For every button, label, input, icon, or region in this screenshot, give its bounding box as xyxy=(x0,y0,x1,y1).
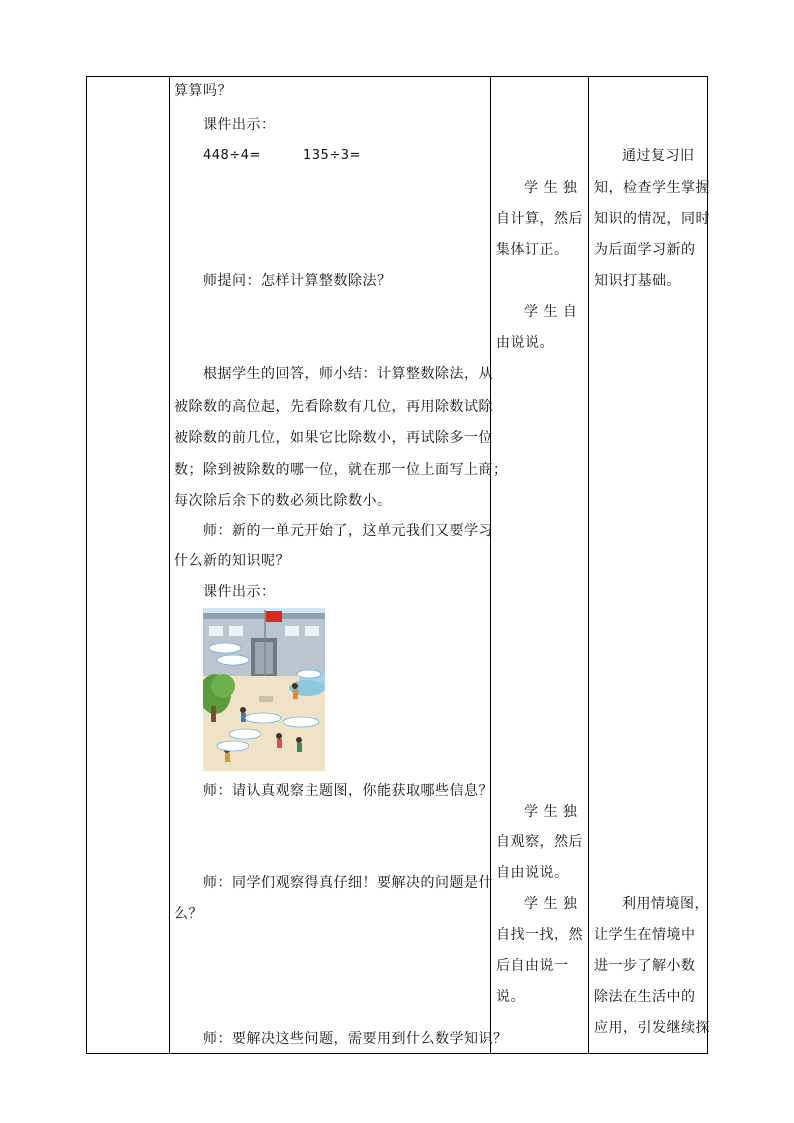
theme-illustration xyxy=(203,608,325,771)
student-activity-line: 学 生 独 xyxy=(524,896,578,912)
main-text: 师：新的一单元开始了，这单元我们又要学习 xyxy=(203,523,493,539)
column-divider-2 xyxy=(490,77,491,1053)
student-activity-line: 自观察，然后 xyxy=(496,834,583,850)
student-activity-line: 学 生 自 xyxy=(524,304,578,320)
student-activity-line: 学 生 独 xyxy=(524,180,578,196)
student-activity-line: 集体订正。 xyxy=(496,242,569,258)
design-intent-line: 进一步了解小数 xyxy=(594,958,696,974)
design-intent-line: 知，检查学生掌握 xyxy=(594,180,710,196)
main-text: 课件出示： xyxy=(203,117,276,133)
equation: 135÷3= xyxy=(303,148,361,163)
main-text: 算算吗？ xyxy=(174,83,232,99)
main-text: 师提问：怎样计算整数除法？ xyxy=(203,273,392,289)
design-intent-line: 为后面学习新的 xyxy=(594,242,696,258)
summary-line: 根据学生的回答，师小结：计算整数除法，从 xyxy=(203,366,493,382)
summary-line: 被除数的高位起，先看除数有几位，再用除数试除 xyxy=(174,399,493,415)
summary-line: 被除数的前几位，如果它比除数小，再试除多一位 xyxy=(174,430,493,446)
column-divider-3 xyxy=(588,77,589,1053)
column-divider-1 xyxy=(169,77,170,1053)
student-activity-line: 说。 xyxy=(496,989,525,1005)
student-activity-line: 自计算，然后 xyxy=(496,211,583,227)
main-text: 师：同学们观察得真仔细！要解决的问题是什 xyxy=(203,875,493,891)
summary-line: 数；除到被除数的哪一位，就在那一位上面写上商； xyxy=(174,462,508,478)
student-activity-line: 后自由说一 xyxy=(496,958,569,974)
design-intent-line: 知识的情况，同时 xyxy=(594,211,710,227)
main-text: 么？ xyxy=(174,906,203,922)
design-intent-line: 通过复习旧 xyxy=(622,148,695,164)
main-text: 师：要解决这些问题，需要用到什么数学知识？ xyxy=(203,1031,508,1047)
design-intent-line: 让学生在情境中 xyxy=(594,927,696,943)
design-intent-line: 除法在生活中的 xyxy=(594,989,696,1005)
main-text: 师：请认真观察主题图，你能获取哪些信息？ xyxy=(203,783,493,799)
summary-line: 每次除后余下的数必须比除数小。 xyxy=(174,493,392,509)
main-text: 课件出示： xyxy=(203,584,276,600)
design-intent-line: 利用情境图， xyxy=(622,896,709,912)
equation: 448÷4= xyxy=(203,148,261,163)
student-activity-line: 学 生 独 xyxy=(524,804,578,820)
student-activity-line: 自由说说。 xyxy=(496,865,569,881)
student-activity-line: 由说说。 xyxy=(496,335,554,351)
design-intent-line: 应用，引发继续探 xyxy=(594,1020,710,1036)
student-activity-line: 自找一找，然 xyxy=(496,927,583,943)
design-intent-line: 知识打基础。 xyxy=(594,273,681,289)
main-text: 什么新的知识呢？ xyxy=(174,553,290,569)
